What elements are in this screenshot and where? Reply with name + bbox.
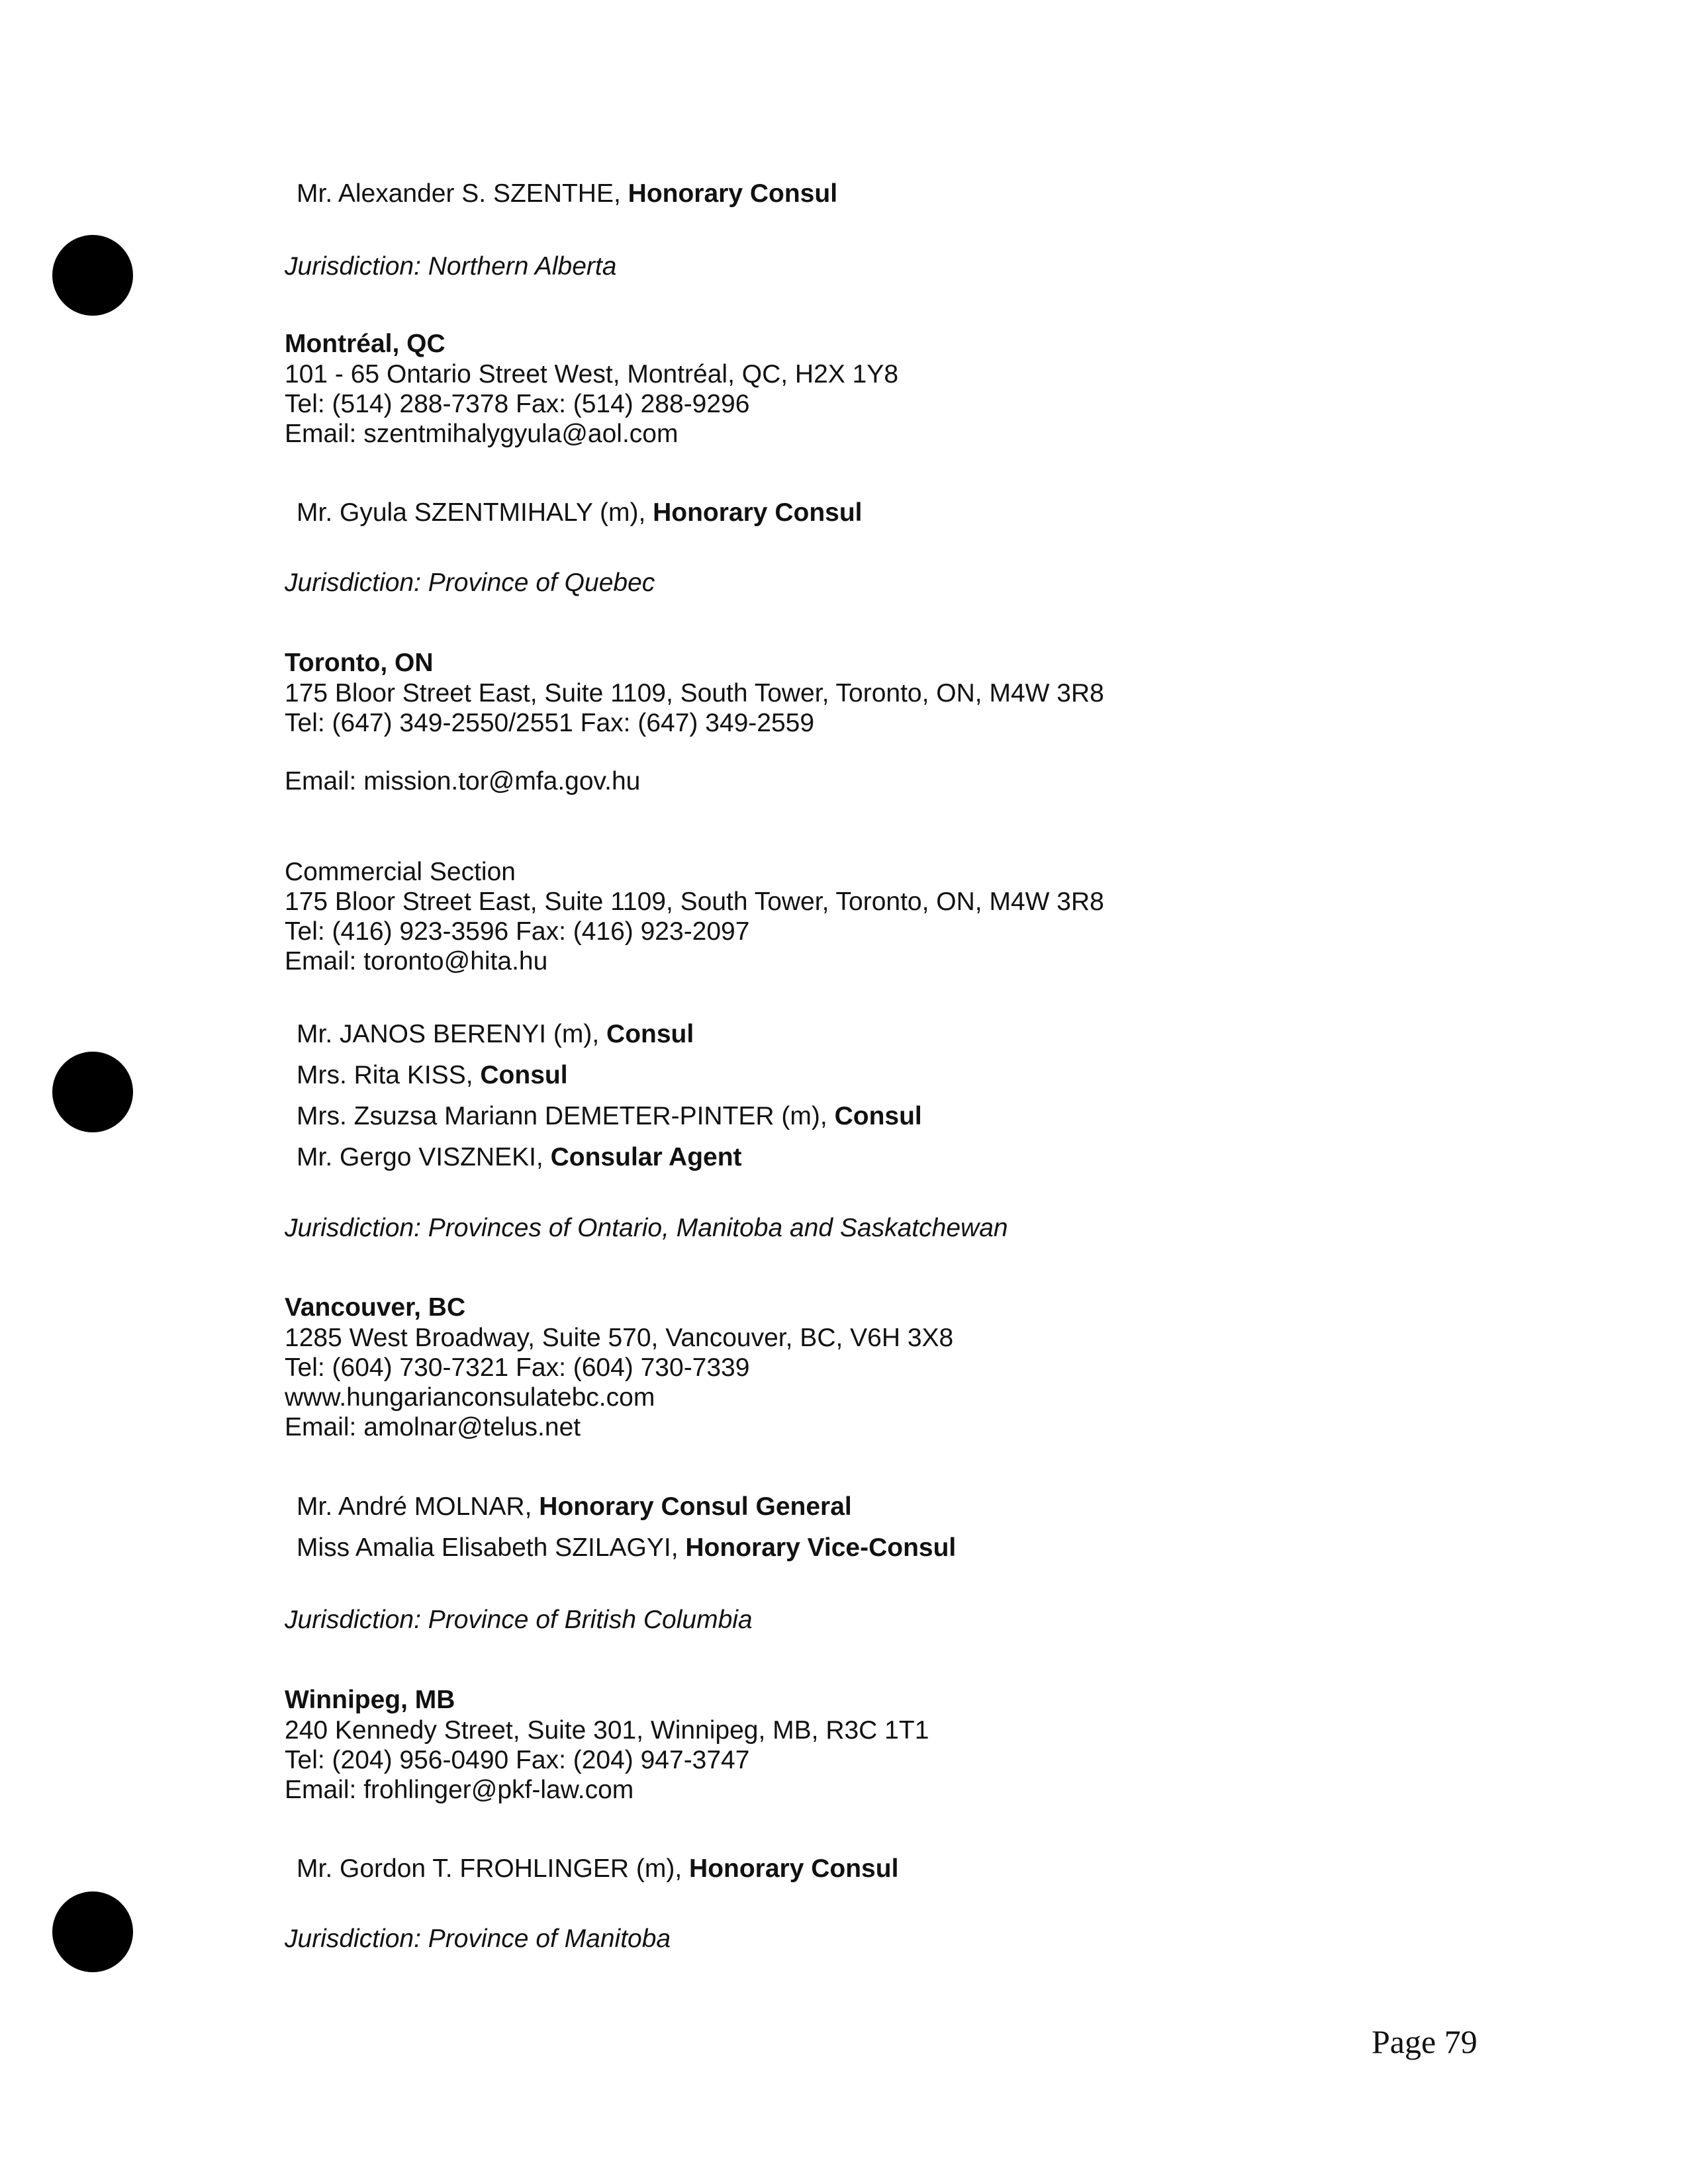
person-name: Mr. Gyula SZENTMIHALY (m), (297, 498, 646, 527)
person-entry (297, 1142, 742, 1173)
jurisdiction-note: Jurisdiction: Province of Quebec (285, 569, 655, 597)
phone-fax-line: Tel: (647) 349-2550/2551 Fax: (647) 349-2559 (285, 709, 815, 737)
person-name: Mrs. Zsuzsa Mariann DEMETER-PINTER (m), (297, 1102, 827, 1130)
person-entry (297, 1533, 956, 1563)
person-title: Consul (834, 1102, 922, 1130)
city-heading-vancouver: Vancouver, BC (285, 1293, 466, 1322)
punch-hole-middle (52, 1052, 133, 1132)
person-title: Consul (606, 1020, 694, 1048)
address-line: 240 Kennedy Street, Suite 301, Winnipeg, MB, R3C 1T1 (285, 1716, 929, 1745)
person-entry (297, 498, 863, 528)
phone-fax-line: Tel: (204) 956-0490 Fax: (204) 947-3747 (285, 1746, 750, 1774)
person-title: Honorary Consul (689, 1854, 899, 1883)
jurisdiction-note: Jurisdiction: Province of Manitoba (285, 1925, 671, 1953)
address-line: 175 Bloor Street East, Suite 1109, South Tower, Toronto, ON, M4W 3R8 (285, 679, 1104, 707)
person-title: Consular Agent (550, 1143, 742, 1171)
phone-fax-line: Tel: (514) 288-7378 Fax: (514) 288-9296 (285, 390, 750, 418)
person-title: Honorary Consul (653, 498, 863, 527)
person-name: Mr. Alexander S. SZENTHE, (297, 179, 621, 208)
email-line: Email: amolnar@telus.net (285, 1413, 581, 1441)
city-heading-montreal: Montréal, QC (285, 330, 445, 358)
person-name: Mrs. Rita KISS, (297, 1061, 473, 1089)
person-name: Mr. Gergo VISZNEKI, (297, 1143, 543, 1171)
email-line: Email: frohlinger@pkf-law.com (285, 1776, 634, 1804)
commercial-section-heading: Commercial Section (285, 858, 516, 886)
person-entry (297, 1019, 694, 1050)
person-name: Mr. JANOS BERENYI (m), (297, 1020, 600, 1048)
person-name: Mr. Gordon T. FROHLINGER (m), (297, 1854, 682, 1883)
person-entry (297, 1060, 568, 1091)
address-line: 101 - 65 Ontario Street West, Montréal, QC, H2X 1Y8 (285, 360, 899, 388)
punch-hole-bottom (52, 1891, 133, 1972)
phone-fax-line: Tel: (604) 730-7321 Fax: (604) 730-7339 (285, 1353, 750, 1382)
address-line: 175 Bloor Street East, Suite 1109, South Tower, Toronto, ON, M4W 3R8 (285, 887, 1104, 916)
phone-fax-line: Tel: (416) 923-3596 Fax: (416) 923-2097 (285, 917, 750, 946)
city-heading-winnipeg: Winnipeg, MB (285, 1686, 455, 1714)
website-line: www.hungarianconsulatebc.com (285, 1383, 655, 1412)
person-title: Honorary Consul General (539, 1492, 852, 1521)
person-name: Miss Amalia Elisabeth SZILAGYI, (297, 1533, 679, 1562)
city-heading-toronto: Toronto, ON (285, 649, 434, 677)
person-title: Honorary Consul (628, 179, 838, 208)
page-number: Page 79 (1372, 2023, 1477, 2060)
person-entry (297, 1854, 898, 1884)
jurisdiction-note: Jurisdiction: Northern Alberta (285, 252, 617, 281)
person-entry (297, 179, 837, 209)
jurisdiction-note: Jurisdiction: Province of British Columbia (285, 1606, 753, 1634)
person-entry (297, 1492, 852, 1522)
address-line: 1285 West Broadway, Suite 570, Vancouver, BC, V6H 3X8 (285, 1324, 954, 1352)
jurisdiction-note: Jurisdiction: Provinces of Ontario, Manitoba and Saskatchewan (285, 1214, 1008, 1242)
person-name: Mr. André MOLNAR, (297, 1492, 532, 1521)
person-entry (297, 1101, 922, 1132)
punch-hole-top (52, 235, 133, 316)
person-title: Consul (480, 1061, 568, 1089)
email-line: Email: mission.tor@mfa.gov.hu (285, 767, 641, 796)
person-title: Honorary Vice-Consul (685, 1533, 957, 1562)
email-line: Email: szentmihalygyula@aol.com (285, 420, 679, 448)
email-line: Email: toronto@hita.hu (285, 947, 548, 976)
